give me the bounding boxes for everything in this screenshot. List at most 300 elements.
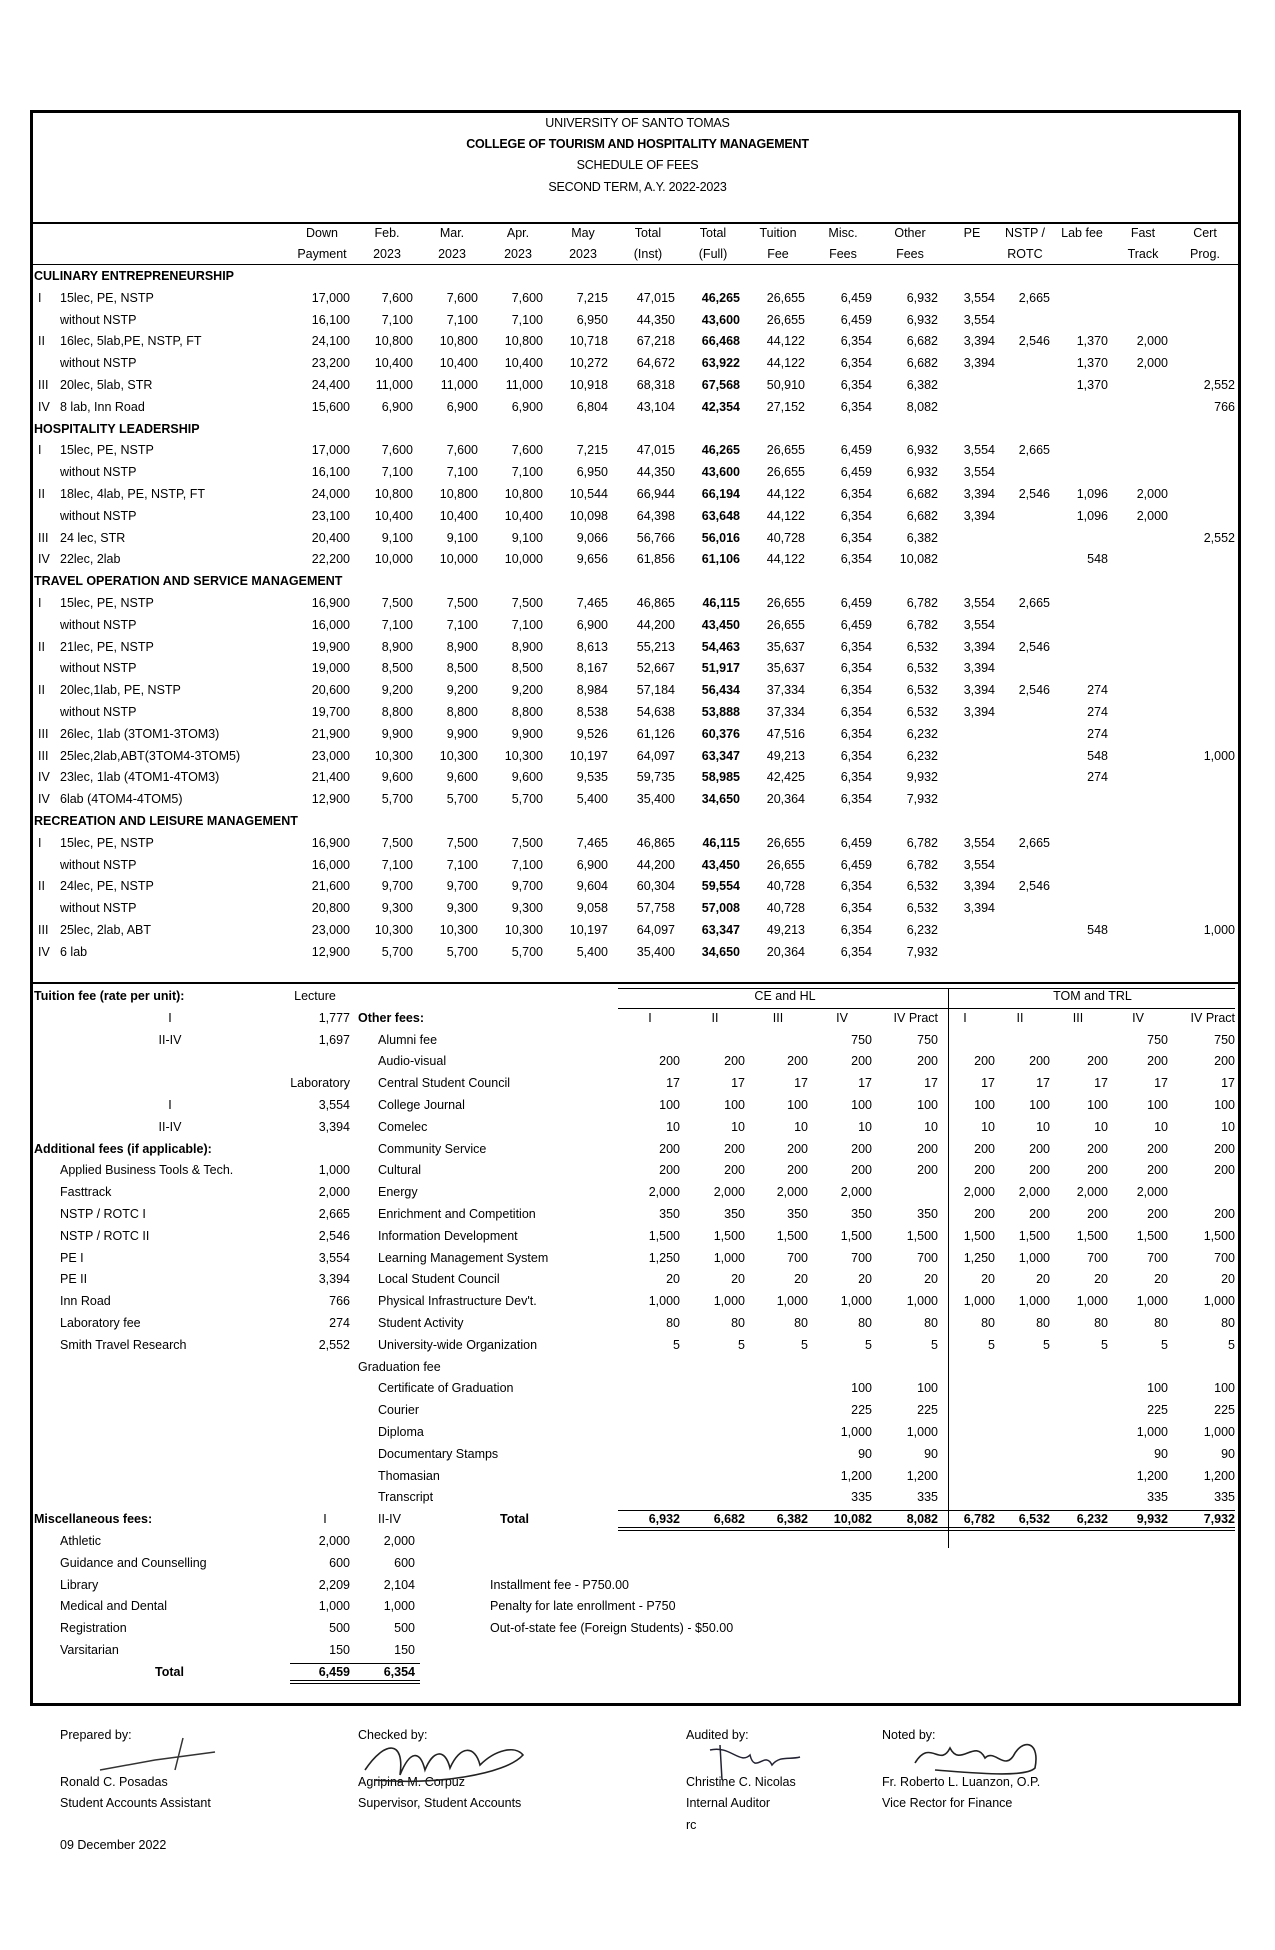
other-fee-value: 100: [787, 1098, 808, 1112]
fee-value: 17,000: [311, 290, 350, 305]
fee-value: 8,800: [381, 705, 413, 719]
other-fee-value: 17: [666, 1076, 680, 1091]
fee-value: 10,082: [899, 552, 938, 567]
other-fee-value: 700: [917, 1250, 938, 1265]
other-fee-value: 5: [865, 1337, 872, 1352]
year-level: II: [38, 487, 45, 501]
graduation-fee-value: [620, 1489, 680, 1505]
fee-value: 2,000: [1136, 508, 1168, 523]
other-fee-value: 2,000: [648, 1185, 680, 1200]
fee-value: 9,600: [381, 770, 413, 785]
row-description: without NSTP: [60, 617, 137, 632]
other-fees-col-header: II: [1016, 1010, 1024, 1025]
misc-fee-ii-iv: 150: [394, 1643, 415, 1657]
fee-value: 6,354: [840, 356, 872, 371]
additional-fee-label: Laboratory fee: [60, 1316, 141, 1330]
tuition-year: II-IV: [158, 1119, 182, 1134]
other-fee-value: 1,000: [963, 1294, 995, 1309]
other-fee-value: 5: [1161, 1337, 1168, 1352]
other-fee-value: 1,000: [1018, 1250, 1050, 1265]
other-fee-label: Central Student Council: [378, 1076, 511, 1091]
misc-fee-label: Registration: [60, 1621, 127, 1636]
fee-value: 11,000: [440, 378, 478, 392]
fee-value: 3,554: [963, 443, 995, 458]
other-fee-value: 700: [1147, 1250, 1168, 1265]
column-header-line1: Other: [894, 226, 926, 240]
fee-value: 5,400: [576, 944, 608, 959]
fee-value: [1165, 333, 1235, 349]
other-fee-label: Learning Management System: [378, 1250, 549, 1265]
fee-value: 43,450: [701, 617, 740, 632]
other-fee-value: 200: [1147, 1163, 1168, 1178]
graduation-fee-value: 100: [1214, 1381, 1235, 1396]
other-fee-value: 100: [851, 1098, 872, 1112]
fee-value: 20,364: [766, 792, 805, 807]
signatory-title: Internal Auditor: [686, 1796, 771, 1810]
other-fees-total-value: 7,932: [1203, 1512, 1235, 1527]
fee-value: 64,097: [636, 923, 675, 937]
fee-value: 8,984: [576, 683, 608, 698]
fee-value: 8,500: [511, 661, 543, 676]
fee-value: 6,532: [906, 661, 938, 676]
fee-value: 1,370: [1076, 378, 1108, 392]
fee-value: [1098, 682, 1168, 698]
fee-value: 6,682: [906, 487, 938, 501]
fee-value: 8,538: [576, 705, 608, 719]
graduation-fee-value: [620, 1380, 680, 1396]
fee-value: 3,394: [963, 639, 995, 654]
fee-value: 6,459: [840, 596, 872, 610]
fee-value: 8,800: [511, 705, 543, 719]
fee-value: 6,354: [840, 661, 872, 676]
fee-value: [1165, 464, 1235, 480]
fee-value: 43,450: [701, 857, 740, 872]
program-heading: HOSPITALITY LEADERSHIP: [34, 421, 200, 436]
fee-value: 6,354: [840, 923, 872, 937]
fee-value: 7,100: [381, 312, 413, 327]
other-fee-value: 1,500: [1136, 1228, 1168, 1243]
other-fee-value: 350: [724, 1207, 745, 1221]
program-heading: CULINARY ENTREPRENEURSHIP: [34, 269, 235, 283]
fee-value: 20,364: [766, 944, 805, 959]
fee-value: 63,347: [701, 748, 740, 763]
graduation-fee-value: [990, 1489, 1050, 1505]
year-level: III: [38, 530, 49, 545]
fee-value: 10,300: [374, 748, 413, 763]
other-fees-col-header: II: [711, 1010, 719, 1025]
program-heading: RECREATION AND LEISURE MANAGEMENT: [34, 814, 298, 828]
other-fee-value: 20: [1094, 1272, 1108, 1287]
fee-value: 274: [1087, 705, 1108, 719]
additional-fee-label: Smith Travel Research: [60, 1337, 187, 1352]
other-fees-total-value: 9,932: [1136, 1512, 1168, 1527]
other-fee-value: 200: [917, 1163, 938, 1178]
fee-value: 6,459: [840, 835, 872, 850]
fee-value: 1,000: [1203, 923, 1235, 937]
year-level: I: [38, 596, 42, 610]
other-fee-value: 10: [1094, 1119, 1108, 1134]
fee-value: 1,096: [1076, 487, 1108, 501]
fee-value: 7,465: [576, 596, 608, 610]
graduation-fee-label: Courier: [378, 1403, 419, 1418]
other-fees-total-value: 6,782: [963, 1512, 995, 1527]
misc-fee-i: 500: [329, 1621, 350, 1636]
fee-value: 1,000: [1203, 748, 1235, 763]
other-fee-value: 700: [787, 1250, 808, 1265]
fee-value: 16,000: [311, 617, 350, 632]
fee-value: 10,197: [569, 923, 608, 937]
fee-value: 10,300: [374, 923, 413, 937]
fee-value: 6,932: [906, 312, 938, 327]
fee-value: 6,682: [906, 356, 938, 371]
fee-value: 63,648: [701, 508, 740, 523]
other-fee-value: 80: [731, 1316, 745, 1330]
fee-value: 67,568: [701, 378, 740, 392]
graduation-fee-value: 1,000: [1203, 1425, 1235, 1439]
additional-fee-label: Inn Road: [60, 1294, 111, 1309]
fee-value: [1165, 442, 1235, 458]
other-fee-value: [685, 1032, 745, 1048]
tuition-rate: 1,777: [318, 1010, 350, 1025]
fee-value: 59,554: [701, 879, 740, 894]
graduation-fee-value: 100: [917, 1381, 938, 1396]
fee-value: 10,800: [439, 487, 478, 501]
fee-value: 64,398: [636, 508, 675, 523]
misc-fee-i: 150: [329, 1643, 350, 1657]
graduation-fee-value: [1048, 1446, 1108, 1462]
laboratory-label: Laboratory: [290, 1076, 350, 1091]
signatory-name: Ronald C. Posadas: [60, 1775, 168, 1789]
fee-value: 6,782: [906, 596, 938, 610]
fee-value: 16,900: [311, 596, 350, 610]
fee-value: 35,637: [766, 661, 805, 676]
other-fee-label: Comelec: [378, 1119, 428, 1134]
fee-value: 16,000: [311, 857, 350, 872]
fee-value: 44,122: [766, 356, 805, 371]
other-fee-value: 100: [974, 1098, 995, 1112]
graduation-fee-value: [685, 1380, 745, 1396]
fee-value: [1098, 791, 1168, 807]
fee-value: 3,554: [963, 596, 995, 610]
row-description: 24 lec, STR: [60, 530, 126, 545]
other-fee-value: 80: [924, 1316, 938, 1330]
fee-value: 7,100: [381, 465, 413, 480]
fee-value: [1165, 791, 1235, 807]
row-description: 15lec, PE, NSTP: [60, 835, 154, 850]
fee-value: 2,000: [1136, 487, 1168, 501]
graduation-fee-value: [1048, 1402, 1108, 1418]
row-description: without NSTP: [60, 901, 137, 916]
other-fees-total-value: 6,382: [776, 1512, 808, 1527]
fee-value: 7,100: [446, 465, 478, 480]
other-fee-value: 10: [1036, 1119, 1050, 1134]
other-fee-value: 5: [738, 1337, 745, 1352]
fee-value: 10,800: [504, 487, 543, 501]
other-fee-value: 1,000: [713, 1250, 745, 1265]
fee-value: 56,766: [636, 530, 675, 545]
column-header-line1: Total: [699, 226, 727, 240]
fee-value: 21,600: [311, 879, 350, 894]
other-fee-value: 1,000: [1136, 1294, 1168, 1309]
fee-value: 6,459: [840, 290, 872, 305]
fee-value: 6,532: [906, 901, 938, 916]
tuition-year: II-IV: [158, 1032, 182, 1047]
additional-fee-value: 274: [329, 1316, 350, 1330]
fee-value: [1165, 682, 1235, 698]
other-fee-value: 20: [981, 1272, 995, 1287]
misc-fee-label: Medical and Dental: [60, 1599, 168, 1614]
other-fee-value: 10: [858, 1119, 872, 1134]
graduation-fee-value: [935, 1468, 995, 1484]
fee-value: 47,015: [636, 290, 675, 305]
graduation-fee-value: 90: [858, 1446, 872, 1461]
fee-value: 7,100: [381, 617, 413, 632]
year-level: II: [38, 683, 45, 698]
other-fee-value: 200: [1087, 1207, 1108, 1221]
graduation-fee-value: [685, 1446, 745, 1462]
signature-nicolas: [700, 1735, 810, 1785]
fee-value: 6,354: [840, 552, 872, 567]
misc-fee-i: 1,000: [318, 1599, 350, 1614]
fee-value: 9,200: [446, 683, 478, 698]
fee-value: 6,950: [576, 312, 608, 327]
fee-value: 10,400: [374, 508, 413, 523]
graduation-fee-value: [1048, 1380, 1108, 1396]
fee-value: 6,782: [906, 857, 938, 872]
year-level: [38, 464, 60, 480]
fee-value: 1,370: [1076, 356, 1108, 371]
fee-value: 26,655: [766, 596, 805, 610]
year-level: [38, 355, 60, 371]
misc-total-i: 6,459: [318, 1664, 350, 1679]
fee-value: 44,350: [636, 312, 675, 327]
other-fee-value: [878, 1184, 938, 1200]
other-fee-value: 17: [1154, 1076, 1168, 1091]
fee-value: 6,459: [840, 857, 872, 872]
other-fee-label: Community Service: [378, 1141, 487, 1156]
other-fee-value: 200: [1214, 1207, 1235, 1221]
fee-value: 9,700: [446, 879, 478, 894]
other-fee-value: 80: [981, 1316, 995, 1330]
graduation-fee-value: [748, 1380, 808, 1396]
fee-value: 3,394: [963, 661, 995, 676]
column-header-line2: 2023: [373, 247, 401, 261]
fee-value: [1098, 551, 1168, 567]
fee-value: 2,546: [1018, 683, 1050, 698]
fee-value: 63,347: [701, 923, 740, 937]
fee-value: 44,200: [636, 857, 675, 872]
other-fee-value: 2,000: [840, 1185, 872, 1200]
fee-value: 6,900: [576, 617, 608, 632]
fee-value: 15,600: [311, 399, 350, 414]
column-header-line1: Apr.: [506, 226, 530, 240]
fee-value: 3,554: [963, 312, 995, 327]
graduation-fee-value: [990, 1380, 1050, 1396]
other-fee-label: Alumni fee: [378, 1032, 438, 1047]
misc-total-double-2: [290, 1683, 420, 1684]
signatory-title: Supervisor, Student Accounts: [358, 1796, 522, 1810]
fee-value: 10,300: [504, 923, 543, 937]
signatory-title: Student Accounts Assistant: [60, 1796, 211, 1810]
other-fee-value: 10: [1154, 1119, 1168, 1134]
graduation-fee-value: [1048, 1424, 1108, 1440]
other-fee-value: [1175, 1184, 1235, 1200]
fee-value: 6,354: [840, 770, 872, 785]
year-level: IV: [38, 792, 50, 807]
other-fee-value: 2,000: [963, 1185, 995, 1200]
fee-value: 6,459: [840, 443, 872, 458]
other-fee-value: 10: [666, 1119, 680, 1134]
graduation-fee-value: 335: [851, 1490, 872, 1505]
fee-value: 6,232: [906, 923, 938, 937]
additional-fee-value: 2,552: [318, 1337, 350, 1352]
year-level: II: [38, 639, 45, 654]
year-level: III: [38, 726, 49, 741]
other-fee-value: 1,500: [776, 1228, 808, 1243]
fee-value: 35,400: [636, 944, 675, 959]
fee-value: 274: [1087, 726, 1108, 741]
row-description: 8 lab, Inn Road: [60, 399, 145, 414]
fee-value: 61,856: [636, 552, 675, 567]
signatory-name: Fr. Roberto L. Luanzon, O.P.: [882, 1775, 1041, 1789]
fee-value: 50,910: [766, 378, 805, 392]
fee-value: 8,613: [576, 639, 608, 654]
fee-value: 7,932: [906, 944, 938, 959]
graduation-fee-value: 225: [917, 1403, 938, 1418]
additional-fee-value: 3,554: [318, 1250, 350, 1265]
row-description: 20lec,1lab, PE, NSTP: [60, 683, 181, 698]
other-fee-value: 200: [659, 1163, 680, 1178]
fee-value: 21,400: [311, 770, 350, 785]
fee-value: 56,016: [701, 530, 740, 545]
fee-value: 7,500: [446, 835, 478, 850]
lecture-label: Lecture: [294, 989, 336, 1003]
other-fee-value: 10: [981, 1119, 995, 1134]
fee-value: 7,600: [381, 290, 413, 305]
fee-value: 6,354: [840, 879, 872, 894]
fee-value: 40,728: [766, 530, 805, 545]
other-fee-value: 1,000: [776, 1294, 808, 1309]
other-fee-value: 100: [724, 1098, 745, 1112]
graduation-fee-value: [620, 1468, 680, 1484]
fee-value: 6,354: [840, 378, 872, 392]
other-fee-value: 2,000: [1076, 1185, 1108, 1200]
fee-value: 66,944: [636, 487, 675, 501]
fee-value: 10,000: [504, 552, 543, 567]
fee-value: 7,500: [381, 835, 413, 850]
graduation-fee-value: [935, 1424, 995, 1440]
graduation-fee-value: [685, 1489, 745, 1505]
fee-value: 274: [1087, 683, 1108, 698]
misc-fee-label: Athletic: [60, 1534, 101, 1548]
fee-value: 44,350: [636, 465, 675, 480]
fee-value: 6,532: [906, 879, 938, 894]
column-header-line2: (Full): [698, 247, 728, 261]
fee-value: 6,354: [840, 748, 872, 763]
other-fee-value: 1,000: [1203, 1294, 1235, 1309]
misc-fee-label: Varsitarian: [60, 1643, 119, 1657]
fee-value: 58,985: [701, 770, 740, 785]
fee-value: 3,554: [963, 465, 995, 480]
year-level: III: [38, 748, 49, 763]
other-fee-value: 750: [917, 1032, 938, 1047]
fee-value: 42,354: [701, 399, 740, 414]
other-fee-value: 100: [659, 1098, 680, 1112]
fee-value: 26,655: [766, 857, 805, 872]
column-header-line2: ROTC: [1007, 247, 1043, 261]
row-description: 23lec, 1lab (4TOM1-4TOM3): [60, 770, 220, 785]
fee-value: 7,100: [446, 312, 478, 327]
group-tom-trl: TOM and TRL: [1053, 989, 1132, 1003]
fee-value: [1165, 769, 1235, 785]
other-fee-value: 10: [1221, 1119, 1235, 1134]
fee-value: 7,100: [381, 857, 413, 872]
fee-value: 6,532: [906, 639, 938, 654]
other-fee-value: 80: [1154, 1316, 1168, 1330]
fee-value: 16,900: [311, 835, 350, 850]
fee-value: [1165, 660, 1235, 676]
row-description: without NSTP: [60, 465, 137, 480]
graduation-fee-label: Certificate of Graduation: [378, 1381, 514, 1396]
fee-value: 23,100: [311, 508, 350, 523]
fee-value: 10,400: [504, 356, 543, 371]
signatory-role: Audited by:: [686, 1728, 749, 1742]
column-header-line1: Misc.: [828, 226, 858, 240]
fee-value: 8,900: [381, 639, 413, 654]
fee-value: 35,637: [766, 639, 805, 654]
fee-value: [1098, 464, 1168, 480]
other-fee-value: 100: [1214, 1098, 1235, 1112]
fee-value: 40,728: [766, 901, 805, 916]
section-divider: [32, 982, 1239, 984]
fee-value: 60,304: [636, 879, 675, 894]
other-fee-value: 1,500: [963, 1228, 995, 1243]
fee-value: 6,532: [906, 705, 938, 719]
fee-value: 26,655: [766, 835, 805, 850]
fee-value: 6,900: [576, 857, 608, 872]
fee-value: 6,354: [840, 792, 872, 807]
fee-value: 8,082: [906, 399, 938, 414]
other-fee-value: 5: [1101, 1337, 1108, 1352]
fee-value: 6,900: [381, 399, 413, 414]
other-fee-value: 200: [1087, 1054, 1108, 1069]
fee-value: 9,100: [511, 530, 543, 545]
fee-value: 22,200: [311, 552, 350, 567]
fee-value: 9,300: [446, 901, 478, 916]
fee-value: 8,800: [446, 705, 478, 719]
other-fee-value: 1,000: [906, 1294, 938, 1309]
fee-note: Installment fee - P750.00: [490, 1577, 629, 1592]
signatory-role: Noted by:: [882, 1728, 936, 1742]
other-fee-value: 80: [1036, 1316, 1050, 1330]
graduation-fee-value: 100: [1147, 1381, 1168, 1396]
tuition-rate: 3,554: [318, 1098, 350, 1112]
fee-value: 7,500: [511, 835, 543, 850]
misc-total-ii-iv: 6,354: [383, 1664, 415, 1679]
fee-value: 7,100: [511, 465, 543, 480]
row-description: 22lec, 2lab: [60, 552, 121, 567]
additional-fee-label: Applied Business Tools & Tech.: [60, 1163, 234, 1178]
other-fee-value: 80: [666, 1316, 680, 1330]
other-fee-value: 200: [1214, 1054, 1235, 1069]
misc-fee-ii-iv: 500: [394, 1621, 415, 1636]
total-double-line-2: [618, 1530, 1235, 1531]
graduation-fee-value: [748, 1489, 808, 1505]
fee-value: [1165, 551, 1235, 567]
other-fee-value: 200: [787, 1141, 808, 1156]
fee-value: 10,800: [504, 334, 543, 349]
fee-value: 37,334: [766, 705, 805, 719]
